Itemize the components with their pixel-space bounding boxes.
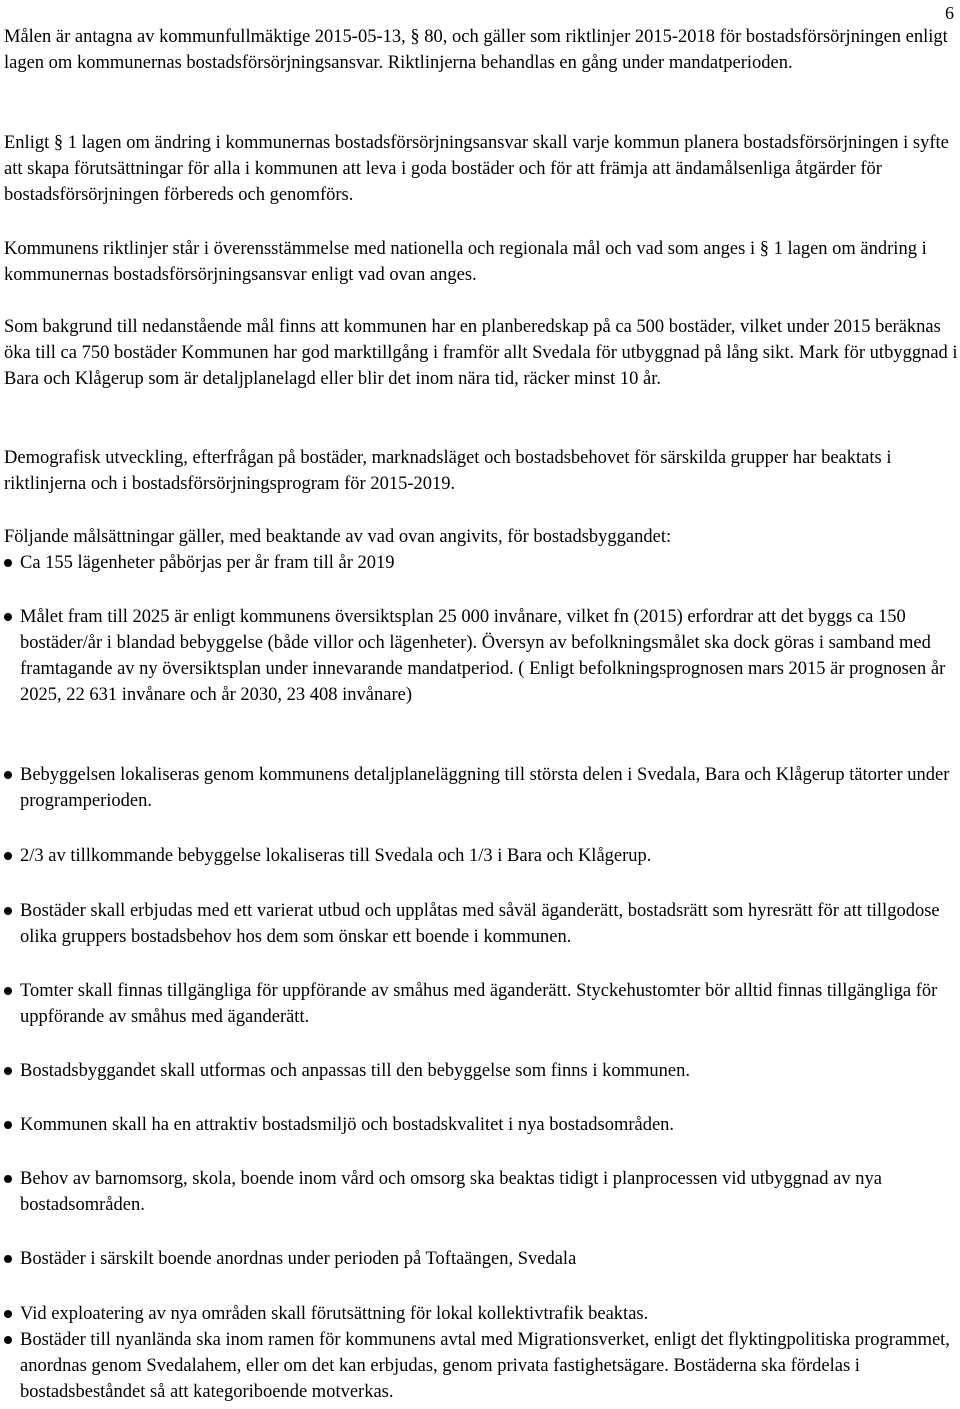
bullet-icon: [4, 771, 12, 779]
list-item: Målet fram till 2025 är enligt kommunens översiktsplan 25 000 invånare, vilket fn (2015) erfordrar att det byggs ca 150 bostäder/år i blandad bebyggelse (både villor och lägenheter). Översyn av befolkningsmålet ska dock göras i samband med framtagande av ny översiktsplan under innevarande mandatperiod. ( Enligt befolkningsprognosen mars 2015 är prognosen år 2025, 22 631 invånare och år 2030, 23 408 invånare): [4, 604, 958, 708]
bullet-icon: [4, 1067, 12, 1075]
bullet-icon: [4, 559, 12, 567]
list-item: Tomter skall finnas tillgängliga för uppförande av småhus med äganderätt. Styckehustomter bör alltid finnas tillgängliga för uppförande av småhus med äganderätt.: [4, 978, 958, 1030]
bullet-icon: [4, 1310, 12, 1318]
list-item: 2/3 av tillkommande bebyggelse lokaliseras till Svedala och 1/3 i Bara och Klågerup.: [4, 843, 958, 869]
list-item: Bostäder skall erbjudas med ett varierat utbud och upplåtas med såväl äganderätt, bostadsrätt som hyresrätt för att tillgodose olika gruppers bostadsbehov hos dem som önskar ett boende i kommunen.: [4, 898, 958, 950]
list-item: Ca 155 lägenheter påbörjas per år fram till år 2019: [4, 550, 958, 576]
bullet-icon: [4, 1175, 12, 1183]
paragraph-guidelines: Kommunens riktlinjer står i överensstämmelse med nationella och regionala mål och vad som anges i § 1 lagen om ändring i kommunernas bostadsförsörjningsansvar enligt vad ovan anges.: [4, 239, 927, 285]
list-item: Kommunen skall ha en attraktiv bostadsmiljö och bostadskvalitet i nya bostadsområden.: [4, 1112, 958, 1138]
bullet-icon: [4, 1121, 12, 1129]
bullet-icon: [4, 613, 12, 621]
list-item: Behov av barnomsorg, skola, boende inom vård och omsorg ska beaktas tidigt i planprocessen vid utbyggnad av nya bostadsområden.: [4, 1166, 958, 1218]
list-item: Bostäder till nyanlända ska inom ramen för kommunens avtal med Migrationsverket, enligt det flyktingpolitiska programmet, anordnas genom Svedalahem, eller om det kan erbjudas, genom privata fastighetsägare. Bostäderna ska fördelas i bostadsbeståndet så att kategoriboende motverkas.: [4, 1327, 958, 1405]
bullet-icon: [4, 852, 12, 860]
bullet-icon: [4, 1255, 12, 1263]
bullet-icon: [4, 1336, 12, 1344]
bullet-icon: [4, 907, 12, 915]
paragraph-adoption: Målen är antagna av kommunfullmäktige 2015-05-13, § 80, och gäller som riktlinjer 2015-2018 för bostadsförsörjningen enligt lagen om kommunernas bostadsförsörjningsansvar. Riktlinjerna behandlas en gång under mandatperioden.: [4, 27, 948, 73]
paragraph-legal-basis: Enligt § 1 lagen om ändring i kommunernas bostadsförsörjningsansvar skall varje kommun planera bostadsförsörjningen i syfte att skapa förutsättningar för alla i kommunen att leva i goda bostäder och för att främja att ändamålsenliga åtgärder för bostadsförsörjningen förbereds och genomförs.: [4, 133, 949, 205]
paragraph-demographics: Demografisk utveckling, efterfrågan på bostäder, marknadsläget och bostadsbehovet för särskilda grupper har beaktats i riktlinjerna och i bostadsförsörjningsprogram för 2015-2019.: [4, 448, 892, 494]
list-item: Vid exploatering av nya områden skall förutsättning för lokal kollektivtrafik beaktas.: [4, 1301, 958, 1327]
paragraph-goals-intro: Följande målsättningar gäller, med beaktande av vad ovan angivits, för bostadsbyggandet:: [4, 527, 672, 547]
list-item: Bostäder i särskilt boende anordnas under perioden på Toftaängen, Svedala: [4, 1246, 958, 1272]
list-item: Bostadsbyggandet skall utformas och anpassas till den bebyggelse som finns i kommunen.: [4, 1058, 958, 1084]
bullet-icon: [4, 987, 12, 995]
paragraph-background: Som bakgrund till nedanstående mål finns att kommunen har en planberedskap på ca 500 bostäder, vilket under 2015 beräknas öka till ca 750 bostäder Kommunen har god marktillgång i framför allt Svedala för utbyggnad på lång sikt. Mark för utbyggnad i Bara och Klågerup som är detaljplanelagd eller blir det inom nära tid, räcker minst 10 år.: [4, 317, 958, 389]
list-item: Bebyggelsen lokaliseras genom kommunens detaljplaneläggning till största delen i Svedala, Bara och Klågerup tätorter under programperioden.: [4, 762, 958, 814]
page-number: 6: [945, 3, 954, 23]
